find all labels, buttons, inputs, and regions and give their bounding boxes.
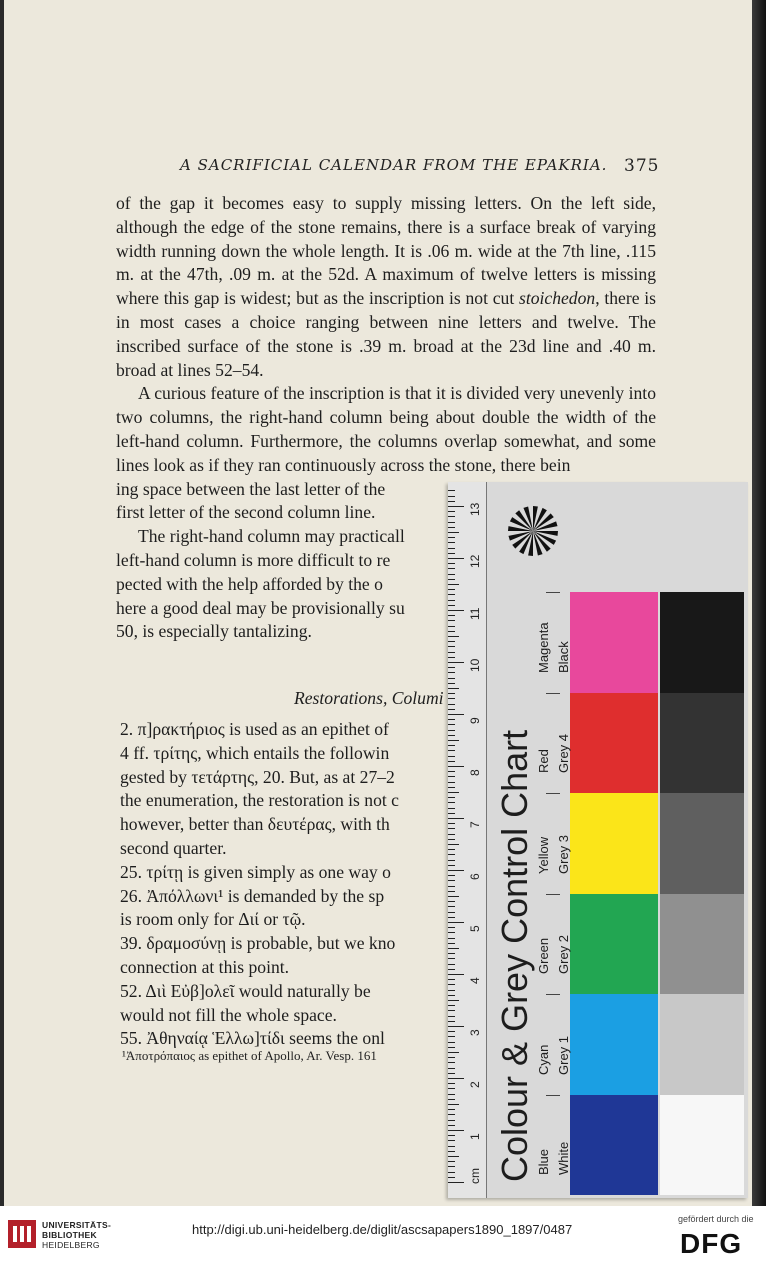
color-swatch bbox=[570, 693, 658, 794]
ruler-tick bbox=[448, 1000, 459, 1001]
ruler-tick bbox=[448, 511, 455, 512]
restoration-notes bbox=[120, 718, 460, 1051]
swatch-divider bbox=[546, 793, 560, 794]
note-line: connection at this point. bbox=[120, 956, 290, 977]
ruler-tick bbox=[448, 610, 464, 611]
ruler-tick bbox=[448, 584, 459, 585]
note-line: would not fill the whole space. bbox=[120, 1004, 337, 1025]
color-name-label: Cyan bbox=[536, 1044, 551, 1075]
ruler-tick bbox=[448, 990, 455, 991]
ruler-tick bbox=[448, 974, 464, 975]
paragraph-3-cont-4: 50, is especially tantalizing. bbox=[116, 621, 312, 642]
grey-swatch bbox=[660, 1095, 744, 1196]
ruler-tick bbox=[448, 844, 459, 845]
color-name-label: Green bbox=[536, 937, 551, 974]
ruler-tick bbox=[448, 813, 455, 814]
ruler-unit: cm bbox=[468, 1168, 482, 1184]
ruler-tick bbox=[448, 688, 459, 689]
note-line: however, better than δευτέρας, with th bbox=[120, 814, 390, 835]
ruler-tick bbox=[448, 912, 455, 913]
color-swatch bbox=[570, 894, 658, 995]
ruler-tick bbox=[448, 522, 455, 523]
ruler-tick bbox=[448, 678, 455, 679]
ruler-tick bbox=[448, 662, 464, 663]
ruler-tick bbox=[448, 886, 455, 887]
ruler-tick bbox=[448, 870, 464, 871]
ruler-tick bbox=[448, 860, 455, 861]
paragraph-3-cont-1: left-hand column is more difficult to re bbox=[116, 549, 391, 570]
paragraph-2: A curious feature of the inscription is that it is divided very unevenly into two columns, the right-hand column being about double the width of the left-hand column. Furthermore, the columns overlap somewhat, and some lines look as if they ran continuously across the stone, there bein bbox=[116, 383, 656, 475]
ruler-tick bbox=[448, 735, 455, 736]
ruler-tick bbox=[448, 1036, 455, 1037]
paragraph-3-cont-3: here a good deal may be provisionally su bbox=[116, 597, 405, 618]
cm-ruler bbox=[448, 482, 487, 1198]
ruler-tick bbox=[448, 1031, 455, 1032]
ruler-tick bbox=[448, 605, 455, 606]
ruler-tick bbox=[448, 719, 455, 720]
ruler-tick bbox=[448, 1120, 455, 1121]
ruler-tick bbox=[448, 1172, 455, 1173]
ruler-tick bbox=[448, 589, 455, 590]
ruler-tick bbox=[448, 917, 455, 918]
ruler-tick bbox=[448, 667, 455, 668]
ruler-number: 6 bbox=[468, 873, 482, 880]
paragraph-2-cont-2: first letter of the second column line. bbox=[116, 502, 376, 523]
color-swatch bbox=[570, 793, 658, 894]
color-swatch bbox=[570, 994, 658, 1095]
ruler-tick bbox=[448, 1088, 455, 1089]
swatch-divider bbox=[546, 894, 560, 895]
ruler-tick bbox=[448, 771, 455, 772]
dfg-logo: DFG bbox=[680, 1228, 743, 1259]
ruler-tick bbox=[448, 1151, 455, 1152]
ruler-tick bbox=[448, 995, 455, 996]
ruler-tick bbox=[448, 1062, 455, 1063]
ruler-tick bbox=[448, 854, 455, 855]
ruler-tick bbox=[448, 1016, 455, 1017]
ruler-tick bbox=[448, 553, 455, 554]
ruler-tick bbox=[448, 527, 455, 528]
ruler-tick bbox=[448, 657, 455, 658]
ruler-tick bbox=[448, 1109, 455, 1110]
ruler-tick bbox=[448, 600, 455, 601]
funded-by-label: gefördert durch die bbox=[678, 1214, 754, 1224]
note-line: 26. Ἀπόλλωνι¹ is demanded by the sp bbox=[120, 885, 385, 906]
ruler-tick bbox=[448, 1010, 455, 1011]
ruler-tick bbox=[448, 964, 455, 965]
ruler-tick bbox=[448, 558, 464, 559]
ruler-tick bbox=[448, 714, 464, 715]
ruler-tick bbox=[448, 880, 455, 881]
note-line: 52. Διὶ Εὐβ]ολεῖ would naturally be bbox=[120, 980, 371, 1001]
ruler-tick bbox=[448, 496, 455, 497]
ruler-tick bbox=[448, 839, 455, 840]
section-heading: Restorations, Columi bbox=[294, 688, 444, 708]
paragraph-3-cont-2: pected with the help afforded by the o bbox=[116, 573, 383, 594]
ruler-tick bbox=[448, 1068, 455, 1069]
ruler-tick bbox=[448, 631, 455, 632]
ruler-tick bbox=[448, 891, 455, 892]
ruler-number: 2 bbox=[468, 1081, 482, 1088]
ruler-tick bbox=[448, 1047, 455, 1048]
ruler-tick bbox=[448, 1130, 464, 1131]
paragraph-3: The right-hand column may practicall bbox=[138, 526, 405, 547]
footnote: ¹Ἀποτρόπαιος as epithet of Apollo, Ar. Vesp. 161 bbox=[122, 1048, 377, 1063]
ruler-tick bbox=[448, 646, 455, 647]
note-line: the enumeration, the restoration is not c bbox=[120, 790, 399, 811]
color-name-label: Blue bbox=[536, 1148, 551, 1175]
ruler-tick bbox=[448, 787, 455, 788]
ruler-tick bbox=[448, 1135, 455, 1136]
ruler-tick bbox=[448, 823, 455, 824]
ruler-tick bbox=[448, 958, 455, 959]
grey-swatch bbox=[660, 592, 744, 693]
ruler-tick bbox=[448, 1094, 455, 1095]
swatch-divider bbox=[546, 1095, 560, 1096]
ruler-tick bbox=[448, 574, 455, 575]
ruler-number: 12 bbox=[468, 554, 482, 568]
ruler-tick bbox=[448, 537, 455, 538]
university-library-logo-icon bbox=[8, 1220, 36, 1248]
colour-control-chart bbox=[448, 482, 748, 1198]
ruler-tick bbox=[448, 704, 455, 705]
ruler-tick bbox=[448, 782, 455, 783]
ruler-tick bbox=[448, 1161, 455, 1162]
ruler-tick bbox=[448, 579, 455, 580]
paragraph-1: of the gap it becomes easy to supply missing letters. On the left side, although the edge of the stone remains, there is a surface break of varying width running down the whole length. It is .06 m. wide at the 7th line, .115 m. at the 47th, .09 m. at the 52d. A maximum of twelve letters is missing where this gap is widest; but as the inscription is not cut stoichedon, there is in most cases a choice ranging between nine letters and twelve. The inscribed surface of the stone is .39 m. broad at the 23d line and .40 m. broad at lines 52–54. bbox=[116, 193, 656, 380]
note-line: 25. τρίτῃ is given simply as one way o bbox=[120, 861, 391, 882]
ruler-tick bbox=[448, 818, 464, 819]
ruler-tick bbox=[448, 1166, 455, 1167]
ruler-tick bbox=[448, 563, 455, 564]
ruler-number: 10 bbox=[468, 658, 482, 672]
ruler-tick bbox=[448, 516, 455, 517]
ruler-number: 5 bbox=[468, 925, 482, 932]
ruler-tick bbox=[448, 615, 455, 616]
grey-name-label: Grey 4 bbox=[556, 733, 571, 773]
grey-name-label: Grey 1 bbox=[556, 1035, 571, 1075]
ruler-tick bbox=[448, 1099, 455, 1100]
page-number: 375 bbox=[624, 156, 660, 176]
ruler-tick bbox=[448, 501, 455, 502]
ruler-tick bbox=[448, 750, 455, 751]
running-head-title: A SACRIFICIAL CALENDAR FROM THE EPAKRIA. bbox=[180, 156, 608, 174]
swatch-divider bbox=[546, 994, 560, 995]
running-head bbox=[180, 156, 660, 174]
ruler-tick bbox=[448, 1083, 455, 1084]
ruler-number: 8 bbox=[468, 769, 482, 776]
note-line: second quarter. bbox=[120, 837, 227, 858]
ruler-number: 11 bbox=[468, 607, 482, 620]
note-line: gested by τετάρτης, 20. But, as at 27–2 bbox=[120, 766, 395, 787]
ruler-tick bbox=[448, 932, 455, 933]
grey-name-label: Black bbox=[556, 640, 571, 673]
ruler-tick bbox=[448, 943, 455, 944]
ruler-tick bbox=[448, 927, 455, 928]
ruler-tick bbox=[448, 683, 455, 684]
ruler-tick bbox=[448, 1078, 464, 1079]
ruler-tick bbox=[448, 641, 455, 642]
ruler-tick bbox=[448, 761, 455, 762]
ruler-tick bbox=[448, 953, 455, 954]
ruler-tick bbox=[448, 626, 455, 627]
chart-title: Colour & Grey Control Chart bbox=[494, 729, 535, 1182]
ruler-tick bbox=[448, 698, 455, 699]
ruler-tick bbox=[448, 808, 455, 809]
ruler-tick bbox=[448, 1021, 455, 1022]
ruler-tick bbox=[448, 620, 455, 621]
color-name-label: Yellow bbox=[536, 836, 551, 874]
color-name-label: Red bbox=[536, 749, 551, 773]
ruler-tick bbox=[448, 922, 464, 923]
ruler-tick bbox=[448, 792, 459, 793]
ruler-tick bbox=[448, 766, 464, 767]
ruler-number: 1 bbox=[468, 1133, 482, 1140]
ruler-tick bbox=[448, 938, 455, 939]
ruler-tick bbox=[448, 490, 455, 491]
ruler-tick bbox=[448, 828, 455, 829]
ruler-tick bbox=[448, 1177, 455, 1178]
color-swatch bbox=[570, 592, 658, 693]
ruler-number: 9 bbox=[468, 717, 482, 724]
ruler-tick bbox=[448, 1057, 455, 1058]
ruler-tick bbox=[448, 724, 455, 725]
ruler-tick bbox=[448, 672, 455, 673]
ruler-tick bbox=[448, 1146, 455, 1147]
ruler-tick bbox=[448, 693, 455, 694]
ruler-tick bbox=[448, 948, 459, 949]
ruler-tick bbox=[448, 594, 455, 595]
ruler-number: 7 bbox=[468, 821, 482, 828]
note-line: is room only for Διί or τῷ. bbox=[120, 909, 306, 930]
ruler-tick bbox=[448, 1140, 455, 1141]
ruler-tick bbox=[448, 802, 455, 803]
footer-bar bbox=[0, 1206, 766, 1264]
note-line: 39. δραμοσύνῃ is probable, but we kno bbox=[120, 933, 396, 954]
ruler-tick bbox=[448, 532, 459, 533]
paragraph-2-cont-1: ing space between the last letter of the bbox=[116, 478, 386, 499]
ruler-number: 13 bbox=[468, 502, 482, 516]
library-name-line2: BIBLIOTHEK bbox=[42, 1230, 97, 1240]
ruler-tick bbox=[448, 875, 455, 876]
grey-name-label: White bbox=[556, 1141, 571, 1175]
grey-swatch bbox=[660, 693, 744, 794]
ruler-tick bbox=[448, 834, 455, 835]
ruler-tick bbox=[448, 542, 455, 543]
ruler-tick bbox=[448, 740, 459, 741]
ruler-tick bbox=[448, 1104, 459, 1105]
ruler-tick bbox=[448, 1114, 455, 1115]
ruler-tick bbox=[448, 896, 459, 897]
ruler-tick bbox=[448, 548, 455, 549]
ruler-tick bbox=[448, 1073, 455, 1074]
source-url-link[interactable]: http://digi.ub.uni-heidelberg.de/diglit/ascsapapers1890_1897/0487 bbox=[192, 1222, 573, 1237]
library-name-line1: UNIVERSITÄTS- bbox=[42, 1220, 112, 1230]
note-line: 4 ff. τρίτης, which entails the followin bbox=[120, 742, 390, 763]
ruler-tick bbox=[448, 901, 455, 902]
ruler-tick bbox=[448, 636, 459, 637]
grey-swatch bbox=[660, 994, 744, 1095]
ruler-tick bbox=[448, 776, 455, 777]
ruler-tick bbox=[448, 906, 455, 907]
ruler-tick bbox=[448, 1026, 464, 1027]
ruler-tick bbox=[448, 1182, 464, 1183]
color-name-label: Magenta bbox=[536, 621, 551, 673]
ruler-tick bbox=[448, 984, 455, 985]
ruler-tick bbox=[448, 568, 455, 569]
ruler-tick bbox=[448, 506, 464, 507]
grey-swatch bbox=[660, 793, 744, 894]
library-name-line3: HEIDELBERG bbox=[42, 1240, 100, 1250]
ruler-tick bbox=[448, 979, 455, 980]
ruler-tick bbox=[448, 709, 455, 710]
ruler-tick bbox=[448, 745, 455, 746]
ruler-tick bbox=[448, 730, 455, 731]
grey-name-label: Grey 3 bbox=[556, 834, 571, 874]
note-line: 2. π]ρακτήριος is used as an epithet of bbox=[120, 719, 389, 739]
ruler-number: 4 bbox=[468, 977, 482, 984]
ruler-tick bbox=[448, 849, 455, 850]
sunburst-icon bbox=[508, 506, 558, 556]
note-line: 55. Ἀθηναίᾳ Ἑλλω]τίδι seems the onl bbox=[120, 1028, 385, 1049]
ruler-tick bbox=[448, 652, 455, 653]
ruler-tick bbox=[448, 969, 455, 970]
ruler-tick bbox=[448, 1156, 459, 1157]
ruler-tick bbox=[448, 865, 455, 866]
ruler-tick bbox=[448, 1125, 455, 1126]
swatch-divider bbox=[546, 693, 560, 694]
color-swatch bbox=[570, 1095, 658, 1196]
ruler-tick bbox=[448, 1005, 455, 1006]
grey-swatch bbox=[660, 894, 744, 995]
ruler-tick bbox=[448, 756, 455, 757]
swatch-divider bbox=[546, 592, 560, 593]
ruler-tick bbox=[448, 1042, 455, 1043]
grey-name-label: Grey 2 bbox=[556, 934, 571, 974]
ruler-tick bbox=[448, 1052, 459, 1053]
page-edge-shadow bbox=[752, 0, 766, 1206]
ruler-tick bbox=[448, 797, 455, 798]
ruler-number: 3 bbox=[468, 1029, 482, 1036]
